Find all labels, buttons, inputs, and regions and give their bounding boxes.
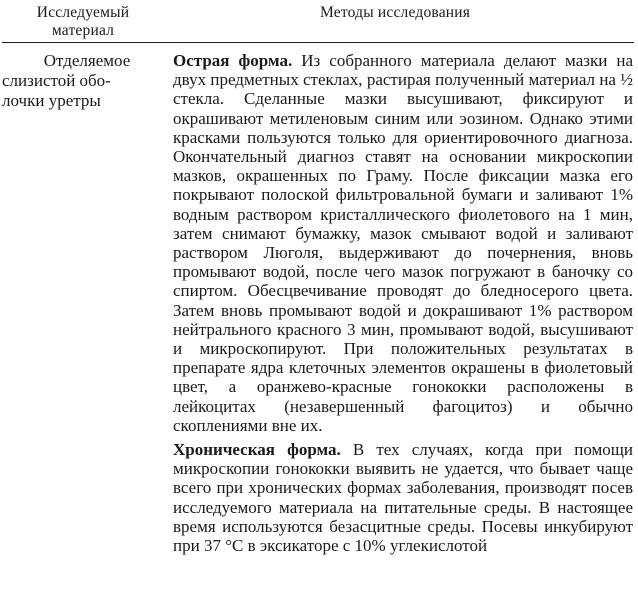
material-line1: Отделяемое [43,51,131,70]
header-divider [2,42,634,43]
column-header-material-line2: материал [51,22,115,39]
acute-form-paragraph [173,51,633,435]
column-header-methods: Методы исследования [320,4,471,21]
material-line3: лочки уретры [2,91,101,110]
chronic-form-paragraph [173,440,633,555]
acute-form-text: Из собранного материала делают мазки на двух предметных стеклах, растирая полученный материал на ½ стекла. Сделанные мазки высушивают, фиксируют и окрашивают метиленовым синим или эозином. Однако этими красками пользуются только для ориентировочного диагноза. Окончательный диагноз ставят на основании микроскопии мазков, окрашенных по Граму. После фиксации мазка его покрывают полоской фильтровальной бумаги и заливают 1% водным раствором кристаллического фиолетового на 1 мин, затем снимают бумажку, мазок смывают водой и заливают раствором Люголя, выдерживают до почернения, вновь промывают водой, после чего мазок погружают в баночку со спиртом. Обесцвечивание проводят до бледносерого цвета. Затем вновь промывают водой и докрашивают 1% раствором нейтрального красного 3 мин, промывают водой, высушивают и микроскопируют. При положительных результатах в препарате ядра клеточных элементов окрашены в фиолетовый цвет, а оранжево-красные гонококки расположены в лейкоцитах (незавершенный фагоцитоз) и обычно скоплениями вне их. [173,51,633,435]
column-header-material-line1: Исследуемый [36,4,130,21]
acute-form-heading: Острая форма. [173,51,293,70]
material-cell [2,51,172,111]
chronic-form-heading: Хроническая форма. [173,440,341,460]
chronic-form-text: В тех случаях, когда при помощи микроскопии гонококки выявить не удается, что бывает чаще всего при хронических формах заболевания, производят посев исследуемого материала на питательные среды. В настоящее время используются безасцитные среды. Посевы инкубируют при 37 °C в эксикаторе с 10% углекислотой [173,440,633,556]
column-header-material [18,4,148,40]
methods-cell [173,51,633,555]
material-line2: слизистой обо- [2,71,111,90]
